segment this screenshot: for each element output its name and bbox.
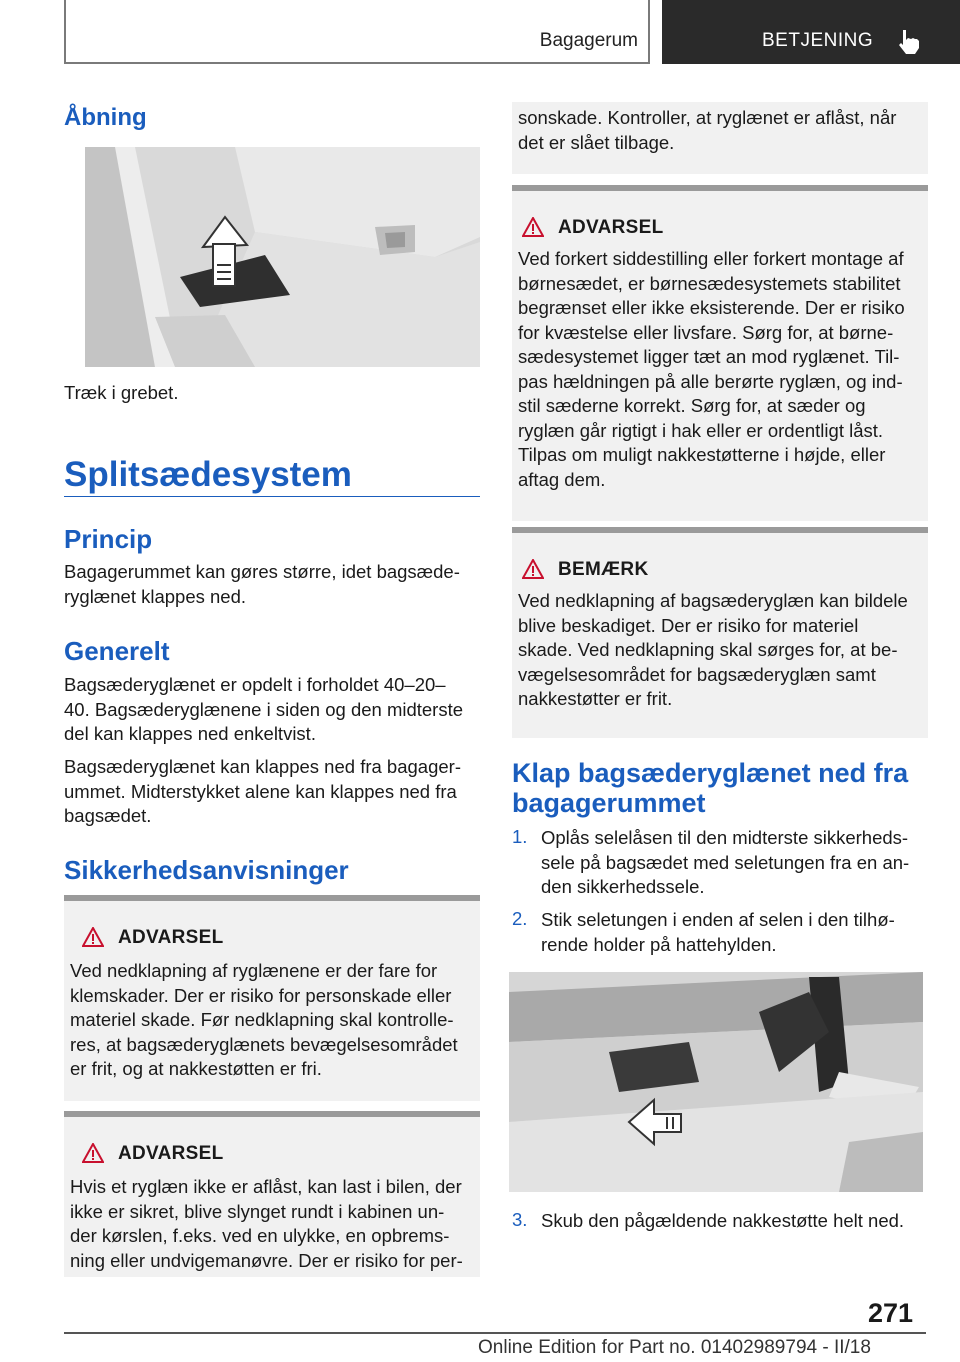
text-line: der kørslen, f.eks. ved en ulykke, en opbrems‐ <box>70 1225 450 1246</box>
warning-body <box>70 1175 463 1273</box>
text-line: Ved nedklapning af bagsæderyglæn kan bildele <box>518 590 908 611</box>
warning-box-1 <box>64 895 480 1101</box>
warning-title-text: ADVARSEL <box>118 927 224 948</box>
text-line: Skub den pågældende nakkestøtte helt ned. <box>541 1210 905 1231</box>
text-line: rende holder på hattehylden. <box>541 933 777 955</box>
text-line: pas hældningen på alle berørte ryglæn, og ind‐ <box>518 370 903 392</box>
text-line: Tilpas om muligt nakkestøtterne i højde, eller <box>518 444 886 465</box>
header-section-title: Bagagerum <box>539 30 638 51</box>
notice-box <box>512 527 928 738</box>
main-heading-rule <box>64 496 480 497</box>
trunk-handle-photo <box>85 147 480 367</box>
opening-caption: Træk i grebet. <box>64 382 179 403</box>
general-paragraph-2 <box>64 755 461 829</box>
page-number: 271 <box>868 1298 914 1328</box>
text-line: er frit, og at nakkestøtten er fri. <box>70 1058 322 1079</box>
step-number: 3. <box>512 1209 528 1230</box>
header-chapter-title: BETJENING <box>762 30 874 51</box>
text-line: ryglænet klappes ned. <box>64 585 247 607</box>
text-line: Bagsæderyglænet kan klappes ned fra bagager‐ <box>64 756 461 777</box>
heading-line: bagagerummet <box>512 788 706 818</box>
header-rule-bottom <box>64 62 650 64</box>
warning-box-2 <box>64 1111 480 1277</box>
text-line: den sikkerhedssele. <box>541 876 705 897</box>
notice-body <box>518 589 908 712</box>
warning-continuation-box <box>512 102 928 174</box>
text-line: ikke er sikret, blive slynget rundt i kabinen un‐ <box>70 1200 445 1222</box>
footer-rule <box>64 1332 926 1334</box>
text-line: skade. Ved nedklapning skal sørges for, at be‐ <box>518 639 898 660</box>
opening-heading: Åbning <box>64 104 147 131</box>
warning-box-3 <box>512 185 928 521</box>
step-number: 1. <box>512 826 528 847</box>
text-line: stil sæderne korrekt. Sørg for, at sæder og <box>518 395 866 416</box>
warning-triangle-icon <box>522 559 544 579</box>
fold-heading <box>512 758 908 818</box>
text-line: sædesystemet ligger tæt an mod ryglænet. Til‐ <box>518 346 900 367</box>
text-line: res, at bagsæderyglænets bevægelsesområdet <box>70 1033 458 1055</box>
warning-title <box>82 1143 224 1165</box>
step-text <box>541 826 909 900</box>
text-line: Ved nedklapning af ryglænene er der fare for <box>70 960 438 981</box>
warning-triangle-icon <box>82 1143 104 1163</box>
text-line: blive beskadiget. Der er risiko for materiel <box>518 614 859 636</box>
text-line: aftag dem. <box>518 468 606 490</box>
notice-title-text: BEMÆRK <box>558 559 649 580</box>
warning-title-text: ADVARSEL <box>558 217 664 238</box>
step-text <box>541 908 895 957</box>
text-line: materiel skade. Før nedklapning skal kontrolle‐ <box>70 1009 454 1030</box>
warning-body <box>518 247 905 492</box>
general-paragraph-1 <box>64 673 463 747</box>
text-line: Hvis et ryglæn ikke er aflåst, kan last i bilen, der <box>70 1176 462 1197</box>
text-line: klemskader. Der er risiko for personskade eller <box>70 984 452 1006</box>
general-heading: Generelt <box>64 636 170 666</box>
text-line: 40. Bagsæderyglænene i siden og den midterste <box>64 698 464 720</box>
text-line: ummet. Midterstykket alene kan klappes ned fra <box>64 780 457 802</box>
warning-continuation-text <box>518 106 896 155</box>
text-line: begrænset eller ikke eksisterende. Der er risiko <box>518 297 905 318</box>
warning-title <box>522 217 664 239</box>
text-line: ryglæn går rigtigt i hak eller er ordentligt låst. <box>518 419 884 441</box>
notice-title <box>522 559 648 581</box>
hand-pointer-icon <box>895 28 925 56</box>
warning-triangle-icon <box>522 217 544 237</box>
text-line: Oplås selelåsen til den midterste sikkerheds‐ <box>541 827 909 848</box>
heading-line: Klap bagsæderyglænet ned fra <box>512 758 909 788</box>
text-line: Ved forkert siddestilling eller forkert montage af <box>518 248 904 269</box>
safety-heading: Sikkerhedsanvisninger <box>64 855 349 885</box>
main-heading: Splitsædesystem <box>64 455 352 494</box>
text-line: nakkestøtter er frit. <box>518 688 673 709</box>
text-line: sonskade. Kontroller, at ryglænet er aflåst, når <box>518 107 897 128</box>
text-line: del kan klappes ned enkeltvist. <box>64 723 316 744</box>
step-text <box>541 1209 904 1234</box>
text-line: ning eller undvigemanøvre. Der er risiko for per‐ <box>70 1249 463 1271</box>
warning-triangle-icon <box>82 927 104 947</box>
text-line: for kvæstelse eller livsfare. Sørg for, at børne‐ <box>518 321 894 343</box>
text-line: børnesædet, er børnesædesystemets stabilitet <box>518 272 901 294</box>
principle-heading: Princip <box>64 524 153 554</box>
text-line: vægelsesområdet for bagsæderyglæn samt <box>518 663 876 685</box>
header-rule-left <box>64 0 66 64</box>
principle-text <box>64 560 460 609</box>
header-rule-divider <box>648 0 650 64</box>
parcel-shelf-photo <box>509 972 923 1192</box>
text-line: Bagagerummet kan gøres større, idet bagsæde‐ <box>64 561 460 582</box>
text-line: bagsædet. <box>64 805 152 826</box>
step-number: 2. <box>512 908 528 929</box>
text-line: Stik seletungen i enden af selen i den tilhø‐ <box>541 909 895 930</box>
warning-body <box>70 959 458 1082</box>
text-line: Bagsæderyglænet er opdelt i forholdet 40–20– <box>64 674 446 695</box>
text-line: det er slået tilbage. <box>518 131 675 153</box>
footer-edition: Online Edition for Part no. 01402989794 - II/18 <box>478 1337 871 1358</box>
text-line: sele på bagsædet med seletungen fra en an‐ <box>541 851 910 873</box>
warning-title <box>82 927 224 949</box>
warning-title-text: ADVARSEL <box>118 1143 224 1164</box>
